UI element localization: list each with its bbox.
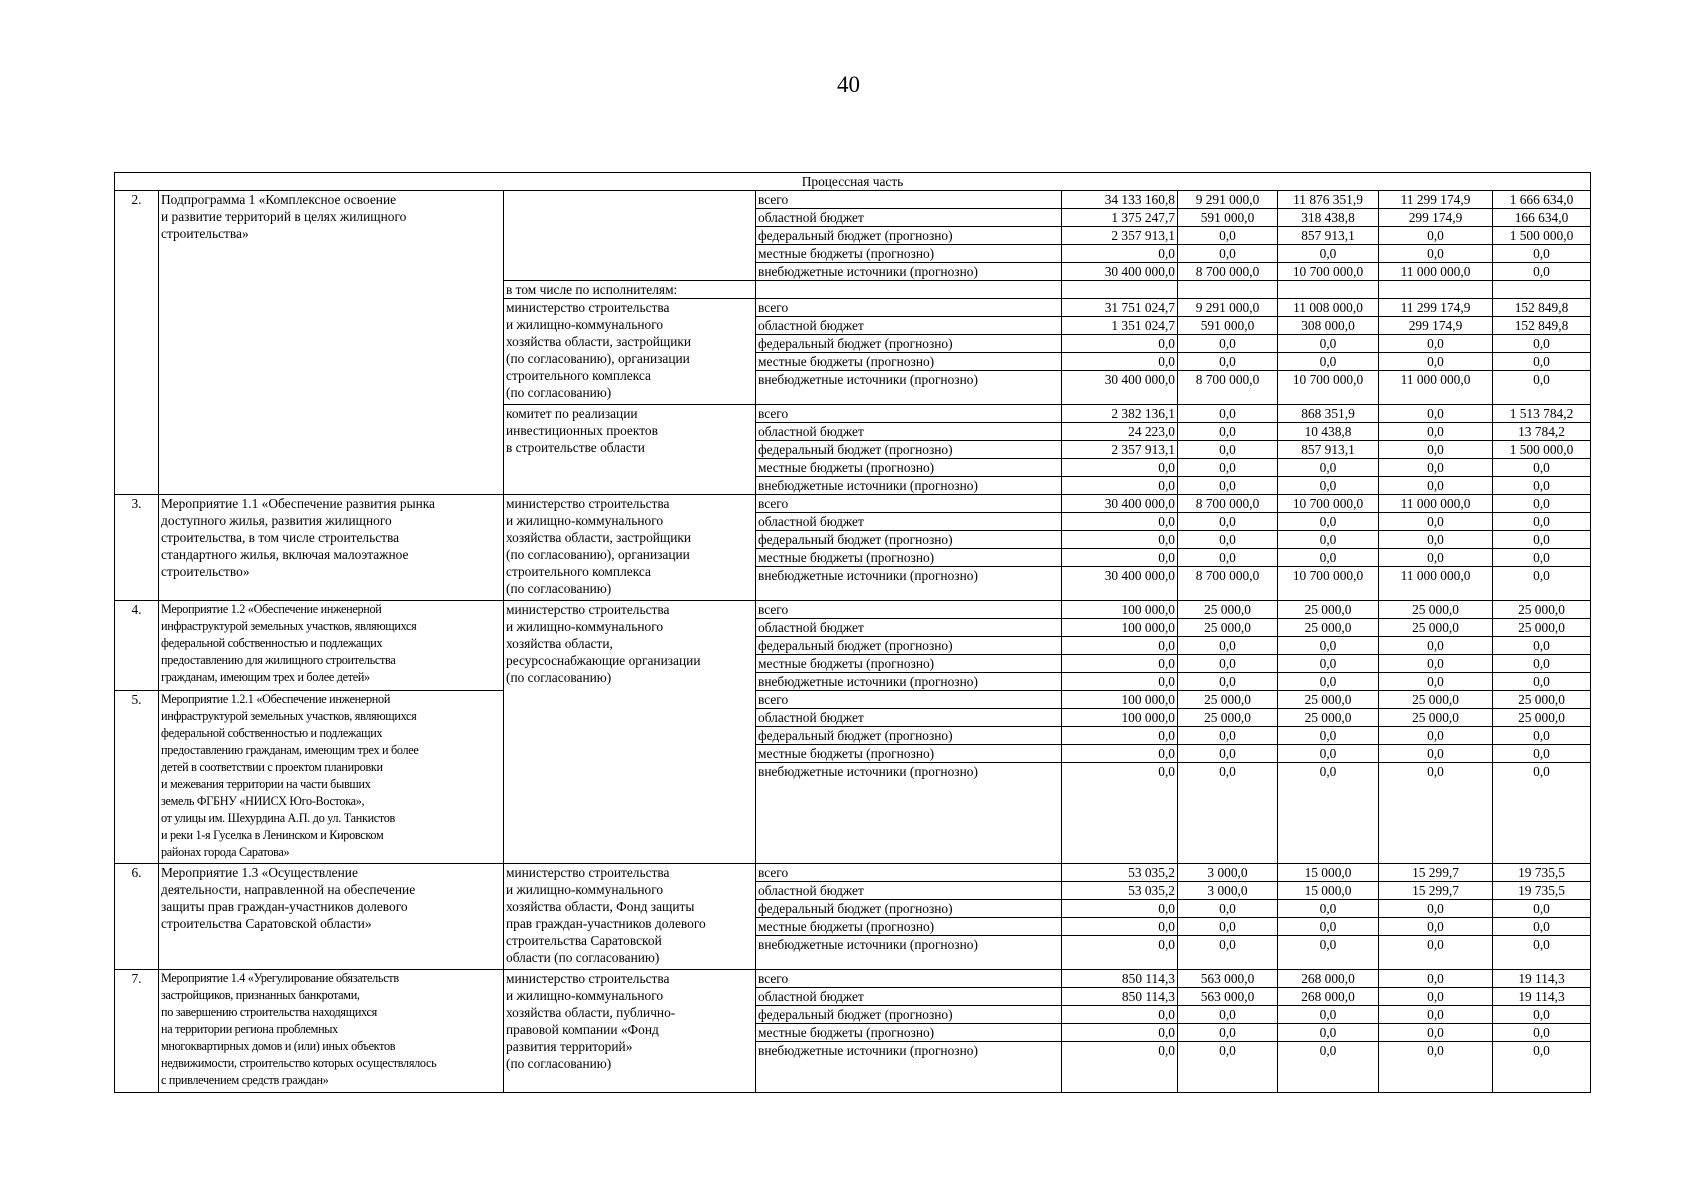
amount-cell: 25 000,0 <box>1178 619 1278 637</box>
page-number: 40 <box>837 72 860 97</box>
row-name: Мероприятие 1.1 «Обеспечение развития рынка доступного жилья, развития жилищного строительства, в том числе строительства стандартного жилья, включая малоэтажное строительство» <box>159 495 504 601</box>
amount-cell: 9 291 000,0 <box>1178 191 1278 209</box>
amount-cell: 0,0 <box>1379 988 1493 1006</box>
amount-cell: 0,0 <box>1278 1006 1379 1024</box>
executor-cell: министерство строительства и жилищно-коммунального хозяйства области, ресурсоснабжающие организации (по согласованию) <box>504 601 756 864</box>
amount-cell: 2 357 913,1 <box>1062 441 1178 459</box>
amount-cell: 0,0 <box>1062 673 1178 691</box>
amount-cell: 299 174,9 <box>1379 317 1493 335</box>
funding-source-label: всего <box>756 601 1062 619</box>
row-name: Мероприятие 1.3 «Осуществление деятельности, направленной на обеспечение защиты прав граждан-участников долевого строительства Саратовской области» <box>159 864 504 970</box>
amount-cell: 25 000,0 <box>1379 601 1493 619</box>
amount-cell: 10 700 000,0 <box>1278 263 1379 281</box>
row-number: 6. <box>115 864 159 970</box>
funding-source-label: областной бюджет <box>756 317 1062 335</box>
row-name: Мероприятие 1.2.1 «Обеспечение инженерной инфраструктурой земельных участков, являющихся федеральной собственностью и подлежащих предоставлению гражданам, имеющим трех и более детей в соответствии с проектом планировки и межевания территории на части бывших земель ФГБНУ «НИИСХ Юго-Востока», от улицы им. Шехурдина А.П. до ул. Танкистов и реки 1-я Гуселка в Ленинском и Кировском районах города Саратова» <box>159 691 504 864</box>
amount-cell: 11 000 000,0 <box>1379 495 1493 513</box>
amount-cell: 0,0 <box>1178 245 1278 263</box>
amount-cell: 25 000,0 <box>1178 601 1278 619</box>
amount-cell: 0,0 <box>1062 335 1178 353</box>
amount-cell: 0,0 <box>1493 1006 1591 1024</box>
amount-cell: 0,0 <box>1379 405 1493 423</box>
amount-cell: 0,0 <box>1493 513 1591 531</box>
amount-cell: 0,0 <box>1493 1024 1591 1042</box>
amount-cell: 15 299,7 <box>1379 864 1493 882</box>
amount-cell: 0,0 <box>1178 477 1278 495</box>
amount-cell: 11 000 000,0 <box>1379 567 1493 601</box>
amount-cell: 31 751 024,7 <box>1062 299 1178 317</box>
amount-cell: 25 000,0 <box>1178 709 1278 727</box>
amount-cell: 25 000,0 <box>1493 601 1591 619</box>
amount-cell: 0,0 <box>1493 335 1591 353</box>
amount-cell: 0,0 <box>1062 727 1178 745</box>
amount-cell: 1 500 000,0 <box>1493 227 1591 245</box>
amount-cell: 11 000 000,0 <box>1379 371 1493 405</box>
amount-cell: 25 000,0 <box>1379 619 1493 637</box>
amount-cell: 0,0 <box>1178 405 1278 423</box>
amount-cell: 0,0 <box>1379 918 1493 936</box>
amount-cell: 25 000,0 <box>1493 691 1591 709</box>
by-executor-label: в том числе по исполнителям: <box>504 281 756 299</box>
funding-source-label: местные бюджеты (прогнозно) <box>756 1024 1062 1042</box>
amount-cell: 10 700 000,0 <box>1278 371 1379 405</box>
amount-cell: 0,0 <box>1379 227 1493 245</box>
amount-cell: 0,0 <box>1379 673 1493 691</box>
funding-source-label: внебюджетные источники (прогнозно) <box>756 263 1062 281</box>
amount-cell: 25 000,0 <box>1493 709 1591 727</box>
amount-cell: 30 400 000,0 <box>1062 263 1178 281</box>
executor-cell: министерство строительства и жилищно-коммунального хозяйства области, публично- правовой компании «Фонд развития территорий» (по согласованию) <box>504 970 756 1093</box>
amount-cell: 0,0 <box>1178 1006 1278 1024</box>
amount-cell: 166 634,0 <box>1493 209 1591 227</box>
amount-cell: 0,0 <box>1278 531 1379 549</box>
amount-cell: 0,0 <box>1178 423 1278 441</box>
amount-cell: 0,0 <box>1278 353 1379 371</box>
amount-cell: 268 000,0 <box>1278 970 1379 988</box>
funding-source-label: федеральный бюджет (прогнозно) <box>756 441 1062 459</box>
amount-cell: 0,0 <box>1278 763 1379 864</box>
amount-cell: 30 400 000,0 <box>1062 567 1178 601</box>
executor-cell: комитет по реализации инвестиционных проектов в строительстве области <box>504 405 756 495</box>
amount-cell: 0,0 <box>1379 513 1493 531</box>
amount-cell: 0,0 <box>1379 441 1493 459</box>
amount-cell: 0,0 <box>1379 245 1493 263</box>
row-number: 4. <box>115 601 159 691</box>
amount-cell: 11 008 000,0 <box>1278 299 1379 317</box>
amount-cell: 0,0 <box>1493 673 1591 691</box>
amount-cell: 11 299 174,9 <box>1379 299 1493 317</box>
amount-cell: 0,0 <box>1062 936 1178 970</box>
amount-cell: 0,0 <box>1278 1042 1379 1093</box>
amount-cell: 1 513 784,2 <box>1493 405 1591 423</box>
executor-cell <box>504 191 756 281</box>
funding-source-label: внебюджетные источники (прогнозно) <box>756 673 1062 691</box>
amount-cell: 0,0 <box>1062 531 1178 549</box>
funding-source-label: местные бюджеты (прогнозно) <box>756 549 1062 567</box>
amount-cell: 0,0 <box>1379 459 1493 477</box>
amount-cell: 0,0 <box>1178 936 1278 970</box>
funding-source-label: федеральный бюджет (прогнозно) <box>756 1006 1062 1024</box>
funding-source-label: федеральный бюджет (прогнозно) <box>756 531 1062 549</box>
amount-cell: 0,0 <box>1278 900 1379 918</box>
amount-cell: 0,0 <box>1278 637 1379 655</box>
funding-source-label: федеральный бюджет (прогнозно) <box>756 335 1062 353</box>
amount-cell: 0,0 <box>1493 353 1591 371</box>
amount-cell: 2 382 136,1 <box>1062 405 1178 423</box>
amount-cell: 152 849,8 <box>1493 299 1591 317</box>
amount-cell: 0,0 <box>1493 936 1591 970</box>
table-row <box>115 601 1591 619</box>
amount-cell: 19 114,3 <box>1493 988 1591 1006</box>
amount-cell: 152 849,8 <box>1493 317 1591 335</box>
amount-cell: 0,0 <box>1178 549 1278 567</box>
funding-source-label: всего <box>756 864 1062 882</box>
amount-cell: 850 114,3 <box>1062 988 1178 1006</box>
amount-cell: 0,0 <box>1379 531 1493 549</box>
amount-cell: 0,0 <box>1278 673 1379 691</box>
amount-cell: 8 700 000,0 <box>1178 371 1278 405</box>
row-number: 7. <box>115 970 159 1093</box>
amount-cell: 53 035,2 <box>1062 882 1178 900</box>
amount-cell: 0,0 <box>1062 245 1178 263</box>
amount-cell: 0,0 <box>1493 1042 1591 1093</box>
amount-cell: 11 299 174,9 <box>1379 191 1493 209</box>
amount-cell: 1 666 634,0 <box>1493 191 1591 209</box>
amount-cell: 0,0 <box>1178 727 1278 745</box>
amount-cell: 0,0 <box>1178 513 1278 531</box>
funding-source-label: федеральный бюджет (прогнозно) <box>756 227 1062 245</box>
amount-cell: 0,0 <box>1278 513 1379 531</box>
amount-cell: 19 114,3 <box>1493 970 1591 988</box>
funding-source-label: всего <box>756 405 1062 423</box>
amount-cell: 299 174,9 <box>1379 209 1493 227</box>
empty-cell <box>756 281 1062 299</box>
amount-cell: 0,0 <box>1278 655 1379 673</box>
funding-source-label: всего <box>756 970 1062 988</box>
amount-cell: 0,0 <box>1493 495 1591 513</box>
amount-cell: 100 000,0 <box>1062 691 1178 709</box>
amount-cell: 15 299,7 <box>1379 882 1493 900</box>
funding-source-label: внебюджетные источники (прогнозно) <box>756 371 1062 405</box>
amount-cell: 0,0 <box>1493 763 1591 864</box>
amount-cell: 0,0 <box>1379 423 1493 441</box>
funding-source-label: местные бюджеты (прогнозно) <box>756 353 1062 371</box>
amount-cell: 0,0 <box>1062 655 1178 673</box>
funding-source-label: всего <box>756 191 1062 209</box>
amount-cell: 2 357 913,1 <box>1062 227 1178 245</box>
amount-cell: 0,0 <box>1178 918 1278 936</box>
amount-cell: 0,0 <box>1379 637 1493 655</box>
funding-source-label: федеральный бюджет (прогнозно) <box>756 900 1062 918</box>
row-name: Мероприятие 1.4 «Урегулирование обязательств застройщиков, признанных банкротами, по завершению строительства находящихся на территории региона проблемных многоквартирных домов и (или) иных объектов недвижимости, строительство которых осуществлялось с привлечением средств граждан» <box>159 970 504 1093</box>
row-number: 3. <box>115 495 159 601</box>
amount-cell: 34 133 160,8 <box>1062 191 1178 209</box>
amount-cell: 0,0 <box>1278 936 1379 970</box>
amount-cell: 318 438,8 <box>1278 209 1379 227</box>
amount-cell: 0,0 <box>1062 763 1178 864</box>
amount-cell: 0,0 <box>1278 1024 1379 1042</box>
funding-source-label: местные бюджеты (прогнозно) <box>756 459 1062 477</box>
amount-cell: 13 784,2 <box>1493 423 1591 441</box>
amount-cell: 0,0 <box>1278 477 1379 495</box>
amount-cell: 0,0 <box>1493 371 1591 405</box>
amount-cell: 9 291 000,0 <box>1178 299 1278 317</box>
amount-cell: 0,0 <box>1278 549 1379 567</box>
amount-cell: 0,0 <box>1493 477 1591 495</box>
funding-source-label: областной бюджет <box>756 423 1062 441</box>
amount-cell: 0,0 <box>1062 1006 1178 1024</box>
funding-source-label: областной бюджет <box>756 209 1062 227</box>
amount-cell: 0,0 <box>1379 353 1493 371</box>
amount-cell: 0,0 <box>1178 745 1278 763</box>
amount-cell: 563 000,0 <box>1178 970 1278 988</box>
row-number: 2. <box>115 191 159 495</box>
amount-cell: 308 000,0 <box>1278 317 1379 335</box>
funding-source-label: местные бюджеты (прогнозно) <box>756 245 1062 263</box>
executor-cell: министерство строительства и жилищно-коммунального хозяйства области, застройщики (по согласованию), организации строительного комплекса (по согласованию) <box>504 299 756 405</box>
amount-cell: 100 000,0 <box>1062 709 1178 727</box>
empty-cell <box>1278 281 1379 299</box>
amount-cell: 850 114,3 <box>1062 970 1178 988</box>
amount-cell: 857 913,1 <box>1278 441 1379 459</box>
amount-cell: 0,0 <box>1379 936 1493 970</box>
funding-source-label: внебюджетные источники (прогнозно) <box>756 567 1062 601</box>
amount-cell: 0,0 <box>1278 459 1379 477</box>
amount-cell: 0,0 <box>1493 549 1591 567</box>
amount-cell: 25 000,0 <box>1278 619 1379 637</box>
amount-cell: 10 438,8 <box>1278 423 1379 441</box>
amount-cell: 0,0 <box>1493 637 1591 655</box>
amount-cell: 0,0 <box>1062 637 1178 655</box>
amount-cell: 0,0 <box>1062 745 1178 763</box>
amount-cell: 563 000,0 <box>1178 988 1278 1006</box>
amount-cell: 0,0 <box>1379 1042 1493 1093</box>
table-row <box>115 970 1591 988</box>
amount-cell: 0,0 <box>1062 477 1178 495</box>
amount-cell: 0,0 <box>1178 637 1278 655</box>
table-row <box>115 495 1591 513</box>
amount-cell: 25 000,0 <box>1379 691 1493 709</box>
amount-cell: 0,0 <box>1493 900 1591 918</box>
amount-cell: 24 223,0 <box>1062 423 1178 441</box>
amount-cell: 0,0 <box>1062 1042 1178 1093</box>
amount-cell: 0,0 <box>1493 727 1591 745</box>
table-row <box>115 191 1591 209</box>
amount-cell: 25 000,0 <box>1278 691 1379 709</box>
amount-cell: 100 000,0 <box>1062 619 1178 637</box>
empty-cell <box>1062 281 1178 299</box>
amount-cell: 0,0 <box>1379 335 1493 353</box>
amount-cell: 0,0 <box>1379 1006 1493 1024</box>
amount-cell: 10 700 000,0 <box>1278 567 1379 601</box>
empty-cell <box>1178 281 1278 299</box>
amount-cell: 0,0 <box>1278 745 1379 763</box>
funding-source-label: всего <box>756 691 1062 709</box>
funding-source-label: областной бюджет <box>756 988 1062 1006</box>
row-name: Мероприятие 1.2 «Обеспечение инженерной инфраструктурой земельных участков, являющихся федеральной собственностью и подлежащих предоставлению для жилищного строительства гражданам, имеющим трех и более детей» <box>159 601 504 691</box>
amount-cell: 0,0 <box>1379 970 1493 988</box>
amount-cell: 0,0 <box>1178 763 1278 864</box>
amount-cell: 1 351 024,7 <box>1062 317 1178 335</box>
amount-cell: 8 700 000,0 <box>1178 567 1278 601</box>
amount-cell: 0,0 <box>1278 727 1379 745</box>
executor-cell: министерство строительства и жилищно-коммунального хозяйства области, застройщики (по согласованию), организации строительного комплекса (по согласованию) <box>504 495 756 601</box>
amount-cell: 100 000,0 <box>1062 601 1178 619</box>
amount-cell: 15 000,0 <box>1278 864 1379 882</box>
amount-cell: 0,0 <box>1379 549 1493 567</box>
amount-cell: 1 375 247,7 <box>1062 209 1178 227</box>
amount-cell: 857 913,1 <box>1278 227 1379 245</box>
amount-cell: 8 700 000,0 <box>1178 495 1278 513</box>
amount-cell: 30 400 000,0 <box>1062 371 1178 405</box>
amount-cell: 0,0 <box>1178 655 1278 673</box>
table-row <box>115 691 1591 709</box>
funding-source-label: внебюджетные источники (прогнозно) <box>756 763 1062 864</box>
amount-cell: 868 351,9 <box>1278 405 1379 423</box>
amount-cell: 591 000,0 <box>1178 209 1278 227</box>
row-number: 5. <box>115 691 159 864</box>
amount-cell: 19 735,5 <box>1493 882 1591 900</box>
funding-source-label: внебюджетные источники (прогнозно) <box>756 936 1062 970</box>
amount-cell: 0,0 <box>1062 900 1178 918</box>
funding-source-label: федеральный бюджет (прогнозно) <box>756 727 1062 745</box>
empty-cell <box>1493 281 1591 299</box>
amount-cell: 10 700 000,0 <box>1278 495 1379 513</box>
amount-cell: 0,0 <box>1379 477 1493 495</box>
amount-cell: 0,0 <box>1062 353 1178 371</box>
budget-table <box>114 172 1591 1093</box>
amount-cell: 0,0 <box>1062 1024 1178 1042</box>
amount-cell: 25 000,0 <box>1493 619 1591 637</box>
amount-cell: 0,0 <box>1062 549 1178 567</box>
section-title: Процессная часть <box>115 173 1591 191</box>
amount-cell: 0,0 <box>1493 567 1591 601</box>
amount-cell: 0,0 <box>1493 918 1591 936</box>
funding-source-label: федеральный бюджет (прогнозно) <box>756 637 1062 655</box>
amount-cell: 0,0 <box>1379 655 1493 673</box>
amount-cell: 25 000,0 <box>1278 709 1379 727</box>
amount-cell: 0,0 <box>1178 335 1278 353</box>
amount-cell: 0,0 <box>1062 918 1178 936</box>
row-name: Подпрограмма 1 «Комплексное освоение и развитие территорий в целях жилищного строительства» <box>159 191 504 495</box>
amount-cell: 0,0 <box>1178 900 1278 918</box>
amount-cell: 1 500 000,0 <box>1493 441 1591 459</box>
amount-cell: 0,0 <box>1278 245 1379 263</box>
amount-cell: 0,0 <box>1178 531 1278 549</box>
amount-cell: 0,0 <box>1379 727 1493 745</box>
amount-cell: 8 700 000,0 <box>1178 263 1278 281</box>
funding-source-label: областной бюджет <box>756 619 1062 637</box>
amount-cell: 11 876 351,9 <box>1278 191 1379 209</box>
funding-source-label: внебюджетные источники (прогнозно) <box>756 477 1062 495</box>
amount-cell: 25 000,0 <box>1178 691 1278 709</box>
amount-cell: 0,0 <box>1493 655 1591 673</box>
amount-cell: 0,0 <box>1493 531 1591 549</box>
amount-cell: 25 000,0 <box>1278 601 1379 619</box>
amount-cell: 0,0 <box>1278 918 1379 936</box>
funding-source-label: областной бюджет <box>756 513 1062 531</box>
amount-cell: 0,0 <box>1178 441 1278 459</box>
funding-source-label: местные бюджеты (прогнозно) <box>756 655 1062 673</box>
amount-cell: 0,0 <box>1062 459 1178 477</box>
funding-source-label: внебюджетные источники (прогнозно) <box>756 1042 1062 1093</box>
amount-cell: 53 035,2 <box>1062 864 1178 882</box>
amount-cell: 3 000,0 <box>1178 864 1278 882</box>
amount-cell: 0,0 <box>1062 513 1178 531</box>
funding-source-label: областной бюджет <box>756 709 1062 727</box>
amount-cell: 15 000,0 <box>1278 882 1379 900</box>
amount-cell: 0,0 <box>1379 900 1493 918</box>
amount-cell: 0,0 <box>1178 353 1278 371</box>
funding-source-label: областной бюджет <box>756 882 1062 900</box>
empty-cell <box>1379 281 1493 299</box>
amount-cell: 0,0 <box>1493 745 1591 763</box>
amount-cell: 0,0 <box>1493 459 1591 477</box>
amount-cell: 0,0 <box>1178 673 1278 691</box>
amount-cell: 0,0 <box>1178 1042 1278 1093</box>
funding-source-label: местные бюджеты (прогнозно) <box>756 745 1062 763</box>
amount-cell: 0,0 <box>1379 1024 1493 1042</box>
amount-cell: 11 000 000,0 <box>1379 263 1493 281</box>
funding-source-label: местные бюджеты (прогнозно) <box>756 918 1062 936</box>
amount-cell: 0,0 <box>1379 763 1493 864</box>
amount-cell: 30 400 000,0 <box>1062 495 1178 513</box>
amount-cell: 0,0 <box>1178 227 1278 245</box>
funding-source-label: всего <box>756 495 1062 513</box>
table-row <box>115 864 1591 882</box>
amount-cell: 0,0 <box>1493 263 1591 281</box>
amount-cell: 19 735,5 <box>1493 864 1591 882</box>
executor-cell: министерство строительства и жилищно-коммунального хозяйства области, Фонд защиты прав граждан-участников долевого строительства Саратовской области (по согласованию) <box>504 864 756 970</box>
amount-cell: 3 000,0 <box>1178 882 1278 900</box>
amount-cell: 0,0 <box>1178 459 1278 477</box>
amount-cell: 591 000,0 <box>1178 317 1278 335</box>
amount-cell: 0,0 <box>1493 245 1591 263</box>
amount-cell: 0,0 <box>1178 1024 1278 1042</box>
amount-cell: 0,0 <box>1278 335 1379 353</box>
funding-source-label: всего <box>756 299 1062 317</box>
amount-cell: 25 000,0 <box>1379 709 1493 727</box>
amount-cell: 0,0 <box>1379 745 1493 763</box>
amount-cell: 268 000,0 <box>1278 988 1379 1006</box>
